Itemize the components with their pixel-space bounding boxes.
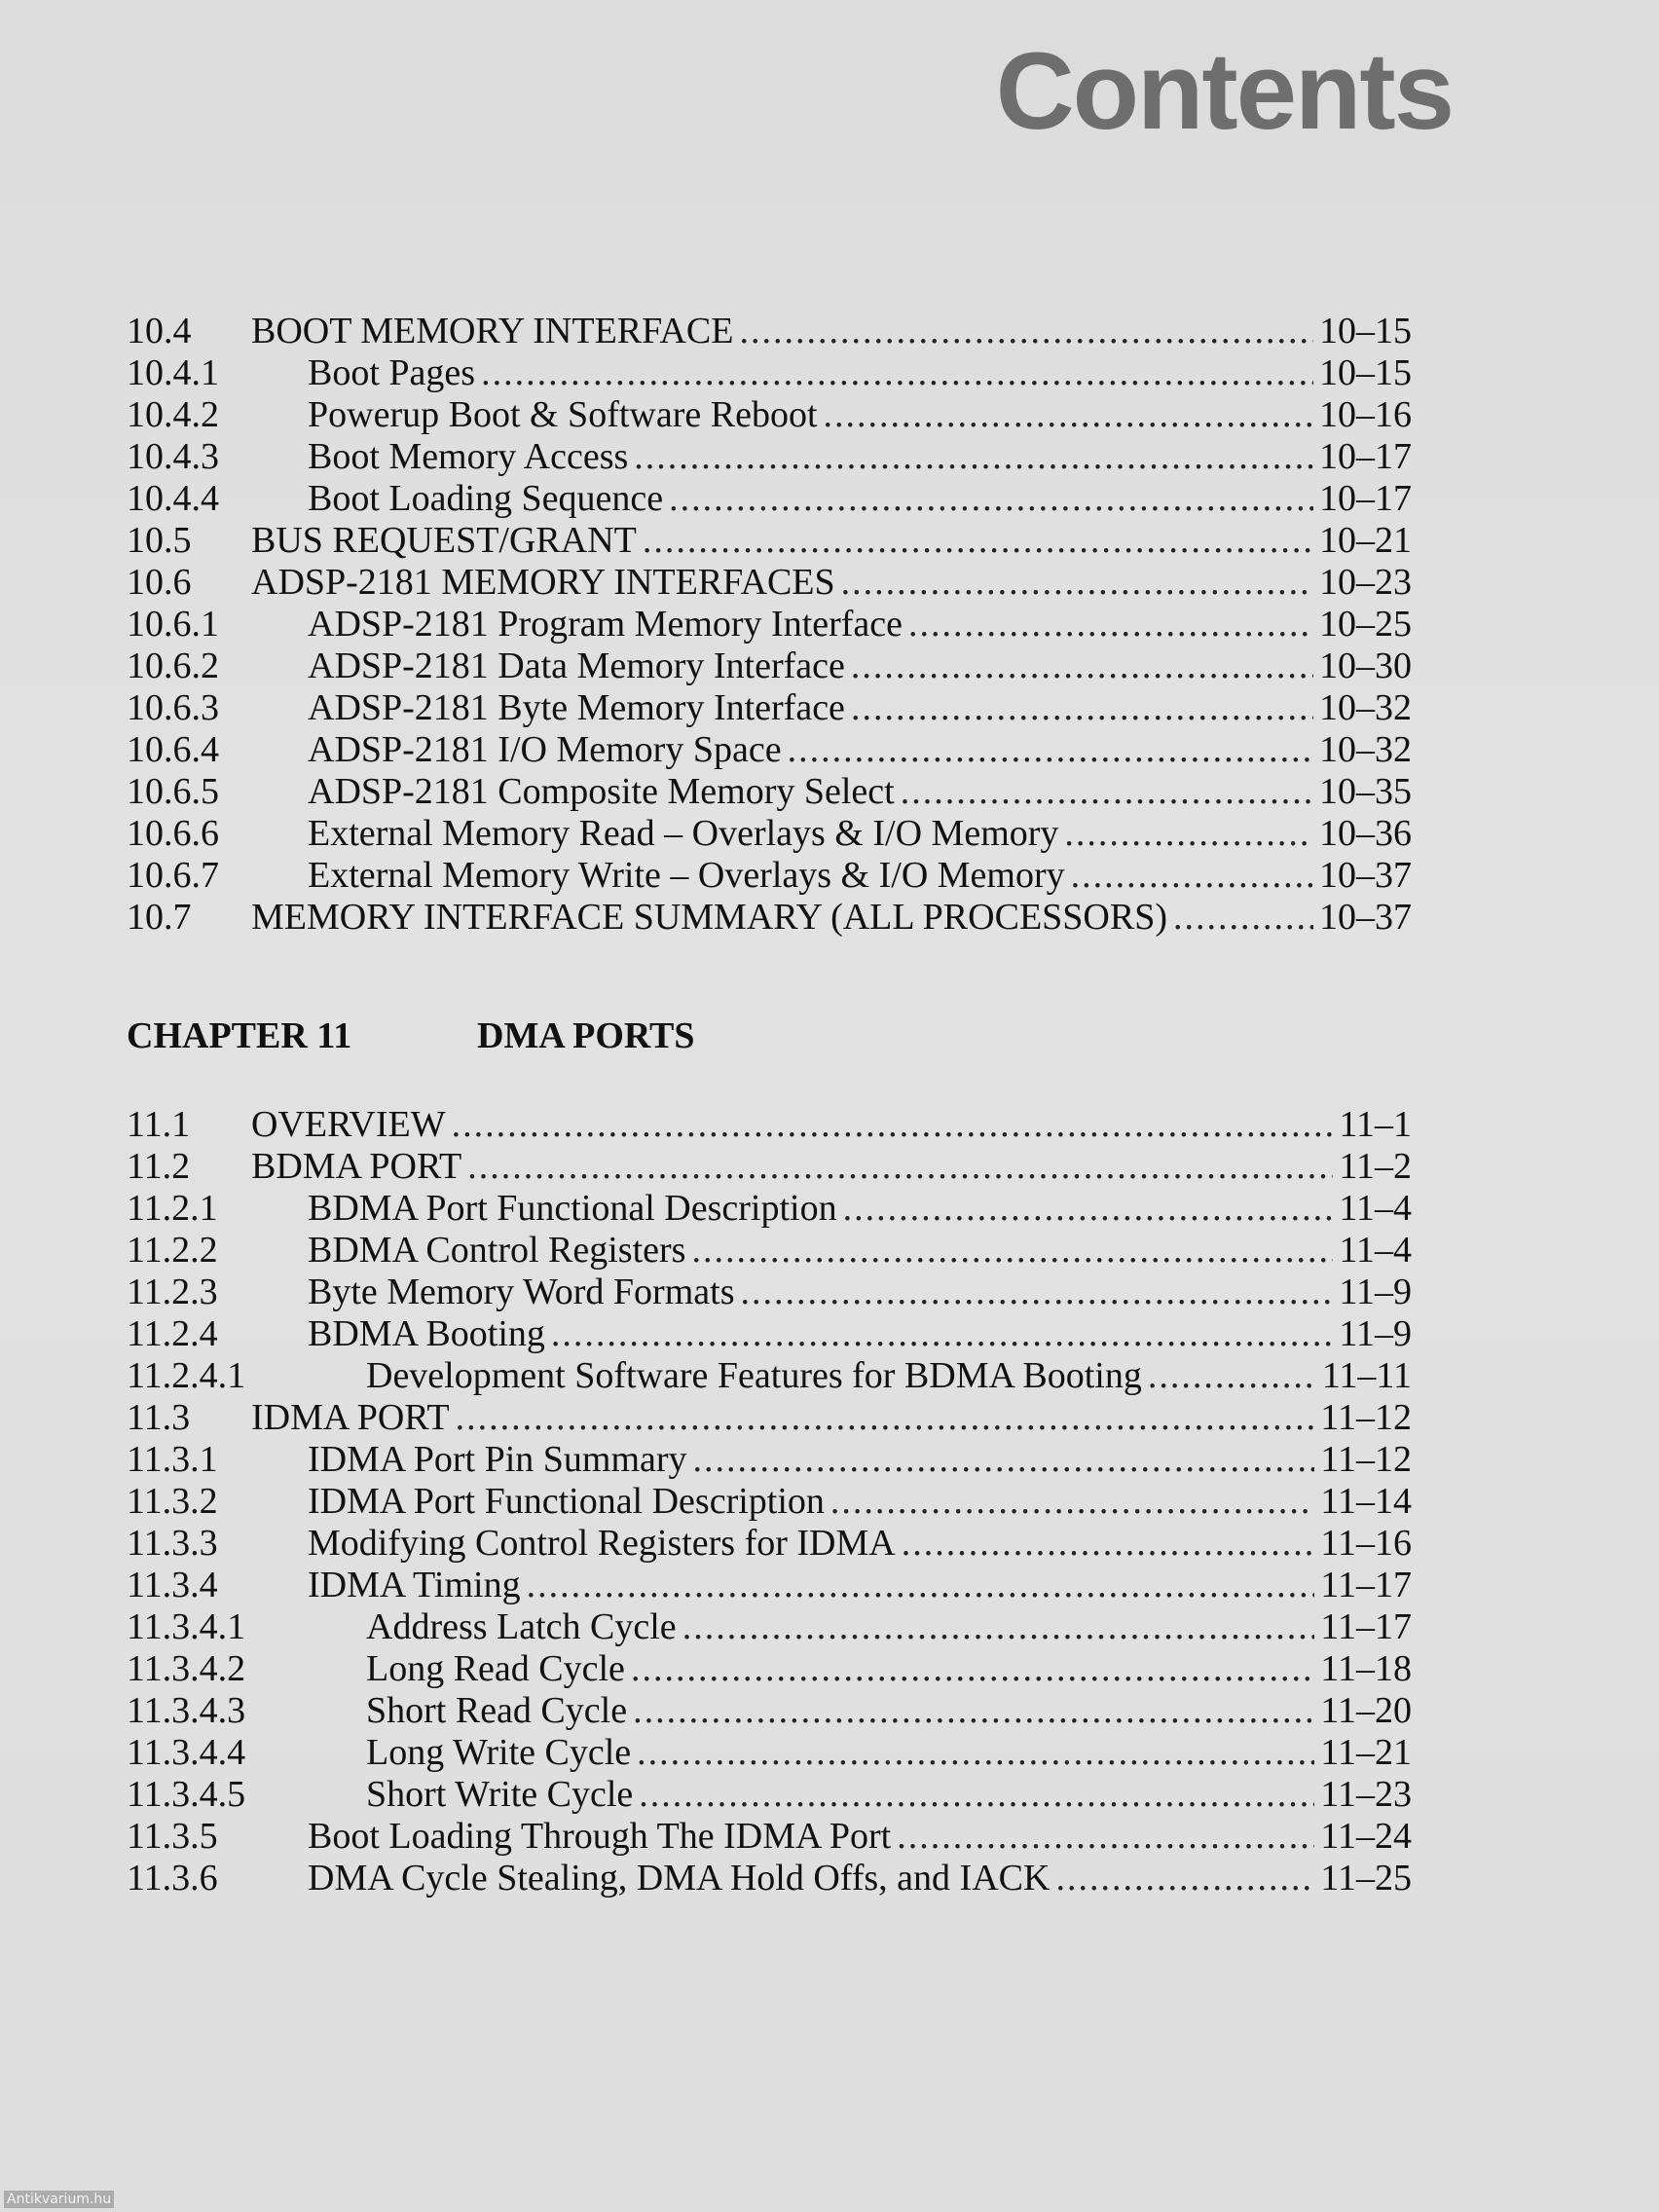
toc-entry-number: 10.4.3 xyxy=(127,436,219,477)
toc-entry-number: 11.3.3 xyxy=(127,1523,218,1564)
dot-leader xyxy=(527,1564,1315,1606)
watermark: Antikvarium.hu xyxy=(4,2191,114,2208)
toc-entry-number: 11.2.4.1 xyxy=(127,1355,246,1396)
dot-leader xyxy=(908,603,1313,645)
dot-leader xyxy=(631,1647,1314,1690)
dot-leader xyxy=(634,435,1313,478)
toc-entry-number: 11.3.4 xyxy=(127,1565,218,1605)
toc-entry-page: 11–17 xyxy=(1320,1606,1412,1647)
toc-entry xyxy=(127,477,1412,519)
toc-entry-title: IDMA Timing xyxy=(308,1565,521,1605)
toc-entry-title: Short Write Cycle xyxy=(366,1774,634,1815)
toc-entry-page: 11–17 xyxy=(1320,1565,1412,1605)
toc-entry-page: 11–11 xyxy=(1321,1355,1412,1396)
toc-entry-number: 10.6.3 xyxy=(127,687,219,728)
dot-leader xyxy=(740,1271,1333,1313)
toc-entry-title: ADSP-2181 Program Memory Interface xyxy=(308,604,903,645)
toc-entry-page: 11–12 xyxy=(1320,1397,1412,1438)
toc-entry xyxy=(127,1354,1412,1396)
toc-entry-title: ADSP-2181 Data Memory Interface xyxy=(308,645,845,686)
toc-entry-title: MEMORY INTERFACE SUMMARY (ALL PROCESSORS) xyxy=(251,897,1168,938)
dot-leader xyxy=(669,477,1313,520)
toc-entry-title: Address Latch Cycle xyxy=(366,1606,677,1647)
toc-entry-title: Powerup Boot & Software Reboot xyxy=(308,394,818,435)
toc-entry xyxy=(127,1731,1412,1773)
toc-entry-page: 10–23 xyxy=(1319,562,1412,603)
page-title: Contents xyxy=(995,30,1453,152)
toc-entry-title: OVERVIEW xyxy=(251,1104,446,1145)
toc-entry xyxy=(127,1647,1412,1689)
toc-entry xyxy=(127,686,1412,728)
toc-section-chapter-10 xyxy=(127,310,1412,938)
toc-entry-number: 11.3.1 xyxy=(127,1439,218,1480)
dot-leader xyxy=(902,1522,1315,1565)
toc-entry-page: 11–21 xyxy=(1320,1732,1412,1773)
toc-entry xyxy=(127,1187,1412,1229)
toc-entry xyxy=(127,1271,1412,1312)
toc-entry-number: 11.3.4.4 xyxy=(127,1732,246,1773)
toc-entry xyxy=(127,1396,1412,1438)
dot-leader xyxy=(682,1605,1315,1648)
chapter-heading xyxy=(127,1014,695,1057)
dot-leader xyxy=(897,1815,1314,1858)
dot-leader xyxy=(739,310,1313,352)
toc-entry xyxy=(127,393,1412,435)
toc-entry-title: Development Software Features for BDMA Booting xyxy=(366,1355,1142,1396)
toc-entry-title: BOOT MEMORY INTERFACE xyxy=(251,311,734,351)
toc-entry xyxy=(127,1815,1412,1857)
toc-entry-title: External Memory Read – Overlays & I/O Memory xyxy=(308,813,1059,854)
toc-entry xyxy=(127,1773,1412,1815)
toc-entry-number: 10.6.4 xyxy=(127,729,219,770)
toc-section-chapter-11 xyxy=(127,1103,1412,1899)
toc-entry-page: 10–15 xyxy=(1319,352,1412,393)
toc-entry-title: BDMA Control Registers xyxy=(308,1230,686,1271)
toc-entry-number: 11.3.4.3 xyxy=(127,1690,246,1731)
dot-leader xyxy=(481,351,1313,394)
toc-entry xyxy=(127,519,1412,561)
toc-entry-title: Short Read Cycle xyxy=(366,1690,628,1731)
toc-entry-number: 10.4.1 xyxy=(127,352,219,393)
toc-entry-page: 11–25 xyxy=(1320,1858,1412,1899)
toc-entry xyxy=(127,1564,1412,1605)
toc-entry-number: 11.2.4 xyxy=(127,1313,218,1354)
dot-leader xyxy=(788,728,1313,771)
dot-leader xyxy=(639,1773,1314,1816)
toc-entry-page: 11–20 xyxy=(1320,1690,1412,1731)
toc-entry-page: 10–15 xyxy=(1319,311,1412,351)
dot-leader xyxy=(1071,854,1313,897)
toc-entry-number: 10.6.2 xyxy=(127,645,219,686)
toc-entry-page: 10–36 xyxy=(1319,813,1412,854)
toc-entry-page: 11–14 xyxy=(1320,1481,1412,1522)
dot-leader xyxy=(830,1480,1315,1523)
toc-entry xyxy=(127,1857,1412,1899)
toc-entry-title: BDMA PORT xyxy=(251,1146,462,1187)
toc-entry-page: 11–1 xyxy=(1339,1104,1412,1145)
toc-entry-page: 11–9 xyxy=(1339,1272,1412,1312)
toc-entry xyxy=(127,310,1412,351)
toc-entry-number: 11.2.1 xyxy=(127,1188,218,1229)
toc-entry xyxy=(127,896,1412,938)
toc-entry-title: Boot Memory Access xyxy=(308,436,629,477)
toc-entry xyxy=(127,770,1412,812)
toc-entry-title: IDMA Port Functional Description xyxy=(308,1481,825,1522)
toc-entry-number: 10.6.6 xyxy=(127,813,219,854)
toc-entry-title: DMA Cycle Stealing, DMA Hold Offs, and IACK xyxy=(308,1858,1051,1899)
toc-entry xyxy=(127,603,1412,645)
toc-entry-number: 11.2.3 xyxy=(127,1272,218,1312)
dot-leader xyxy=(824,393,1313,436)
toc-entry-number: 11.3.2 xyxy=(127,1481,218,1522)
toc-entry xyxy=(127,435,1412,477)
toc-entry-number: 10.4.2 xyxy=(127,394,219,435)
toc-entry-number: 11.3.6 xyxy=(127,1858,218,1899)
dot-leader xyxy=(693,1438,1315,1481)
toc-entry-page: 11–16 xyxy=(1320,1523,1412,1564)
toc-entry-page: 11–2 xyxy=(1339,1146,1412,1187)
dot-leader xyxy=(901,770,1313,813)
toc-entry xyxy=(127,1522,1412,1564)
toc-entry-title: IDMA PORT xyxy=(251,1397,450,1438)
chapter-title: DMA PORTS xyxy=(477,1015,695,1056)
toc-entry-number: 10.4 xyxy=(127,311,192,351)
toc-entry-title: BDMA Port Functional Description xyxy=(308,1188,837,1229)
toc-entry-page: 10–32 xyxy=(1319,729,1412,770)
toc-entry-page: 10–35 xyxy=(1319,771,1412,812)
toc-entry-number: 10.5 xyxy=(127,520,192,561)
toc-entry-number: 11.3.5 xyxy=(127,1816,218,1857)
toc-entry-title: Byte Memory Word Formats xyxy=(308,1272,735,1312)
toc-entry-page: 10–25 xyxy=(1319,604,1412,645)
toc-entry xyxy=(127,1312,1412,1354)
dot-leader xyxy=(1055,1857,1314,1899)
dot-leader xyxy=(452,1103,1334,1146)
toc-entry-title: Long Read Cycle xyxy=(366,1648,625,1689)
toc-entry-page: 10–21 xyxy=(1319,520,1412,561)
chapter-label: CHAPTER 11 xyxy=(127,1015,352,1056)
toc-entry-page: 10–32 xyxy=(1319,687,1412,728)
toc-entry xyxy=(127,728,1412,770)
toc-entry-number: 10.6 xyxy=(127,562,192,603)
toc-entry-page: 10–16 xyxy=(1319,394,1412,435)
toc-entry-title: ADSP-2181 MEMORY INTERFACES xyxy=(251,562,835,603)
toc-entry-title: External Memory Write – Overlays & I/O Memory xyxy=(308,855,1065,896)
toc-entry-page: 10–37 xyxy=(1319,897,1412,938)
toc-entry xyxy=(127,1689,1412,1731)
toc-entry-page: 10–30 xyxy=(1319,645,1412,686)
toc-entry-page: 10–17 xyxy=(1319,436,1412,477)
dot-leader xyxy=(851,645,1313,687)
toc-entry-page: 11–4 xyxy=(1339,1188,1412,1229)
toc-entry-page: 11–12 xyxy=(1320,1439,1412,1480)
toc-entry-title: ADSP-2181 Composite Memory Select xyxy=(308,771,895,812)
toc-entry-title: Long Write Cycle xyxy=(366,1732,632,1773)
dot-leader xyxy=(467,1145,1333,1188)
toc-entry xyxy=(127,854,1412,896)
toc-entry xyxy=(127,1480,1412,1522)
toc-entry-page: 11–24 xyxy=(1320,1816,1412,1857)
toc-entry xyxy=(127,1438,1412,1480)
toc-entry-number: 10.7 xyxy=(127,897,192,938)
dot-leader xyxy=(637,1731,1314,1774)
toc-entry-page: 10–37 xyxy=(1319,855,1412,896)
toc-entry xyxy=(127,351,1412,393)
toc-entry-title: ADSP-2181 Byte Memory Interface xyxy=(308,687,845,728)
toc-entry-title: ADSP-2181 I/O Memory Space xyxy=(308,729,782,770)
dot-leader xyxy=(633,1689,1314,1732)
toc-entry xyxy=(127,812,1412,854)
toc-entry-number: 11.1 xyxy=(127,1104,191,1145)
toc-entry xyxy=(127,1605,1412,1647)
toc-entry-title: Modifying Control Registers for IDMA xyxy=(308,1523,896,1564)
toc-entry-number: 11.3.4.2 xyxy=(127,1648,246,1689)
toc-entry-title: BUS REQUEST/GRANT xyxy=(251,520,637,561)
toc-entry-title: Boot Loading Through The IDMA Port xyxy=(308,1816,892,1857)
dot-leader xyxy=(643,519,1313,562)
toc-entry-title: Boot Loading Sequence xyxy=(308,478,664,519)
toc-entry-number: 10.6.7 xyxy=(127,855,219,896)
dot-leader xyxy=(1148,1354,1316,1397)
toc-entry-title: IDMA Port Pin Summary xyxy=(308,1439,687,1480)
toc-entry-number: 11.3.4.1 xyxy=(127,1606,246,1647)
toc-entry-number: 10.6.5 xyxy=(127,771,219,812)
dot-leader xyxy=(841,561,1313,604)
toc-entry-page: 11–4 xyxy=(1339,1230,1412,1271)
dot-leader xyxy=(1064,812,1313,855)
toc-entry xyxy=(127,1103,1412,1145)
toc-entry xyxy=(127,645,1412,686)
toc-entry-page: 11–9 xyxy=(1339,1313,1412,1354)
dot-leader xyxy=(851,686,1313,729)
dot-leader xyxy=(551,1312,1334,1355)
toc-entry-number: 11.3.4.5 xyxy=(127,1774,246,1815)
toc-entry-page: 11–23 xyxy=(1320,1774,1412,1815)
toc-entry-number: 11.3 xyxy=(127,1397,191,1438)
toc-entry xyxy=(127,1229,1412,1271)
toc-entry xyxy=(127,1145,1412,1187)
dot-leader xyxy=(456,1396,1315,1439)
toc-entry xyxy=(127,561,1412,603)
dot-leader xyxy=(1173,896,1313,939)
toc-entry-page: 11–18 xyxy=(1320,1648,1412,1689)
toc-entry-number: 11.2 xyxy=(127,1146,191,1187)
dot-leader xyxy=(691,1229,1333,1272)
dot-leader xyxy=(843,1187,1334,1230)
toc-entry-page: 10–17 xyxy=(1319,478,1412,519)
toc-entry-title: Boot Pages xyxy=(308,352,476,393)
toc-entry-title: BDMA Booting xyxy=(308,1313,545,1354)
toc-entry-number: 10.4.4 xyxy=(127,478,219,519)
toc-entry-number: 10.6.1 xyxy=(127,604,219,645)
toc-entry-number: 11.2.2 xyxy=(127,1230,218,1271)
